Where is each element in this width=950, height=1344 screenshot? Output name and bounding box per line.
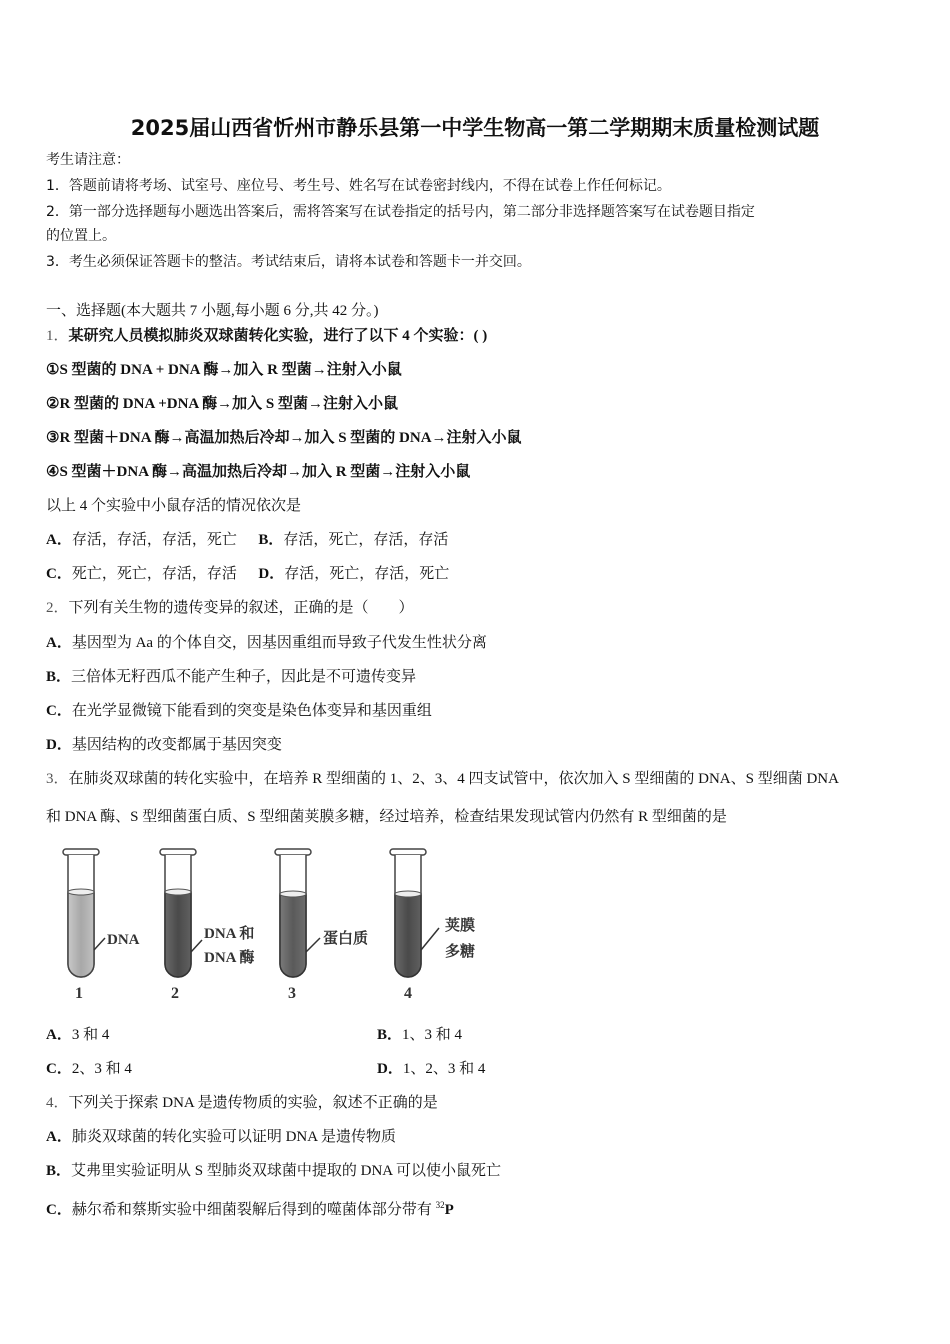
option-text: 基因结构的改变都属于基因突变: [71, 737, 282, 753]
tube-4-label-line1: 荚膜: [445, 918, 476, 934]
option-c[interactable]: [46, 1061, 132, 1077]
option-row: [46, 1025, 463, 1045]
option-label: C．: [46, 1202, 72, 1218]
option-text: 在光学显微镜下能看到的突变是染色体变异和基因重组: [71, 703, 432, 719]
option-d[interactable]: [46, 735, 282, 755]
option-text: 存活，存活，存活，死亡: [71, 532, 237, 548]
tube-1-label: DNA: [107, 932, 140, 948]
option-c[interactable]: [46, 1195, 454, 1220]
option-label: C．: [46, 1061, 72, 1077]
question-text: 某研究人员模拟肺炎双球菌转化实验，进行了以下 4 个实验：( ): [68, 328, 488, 344]
option-row: [46, 530, 448, 550]
option-label: A．: [46, 1027, 72, 1043]
notice-item-2: 2．第一部分选择题每小题选出答案后，需将答案写在试卷指定的括号内，第二部分非选择题答案写在试卷题目指定: [46, 204, 755, 220]
test-tube-1: [63, 849, 140, 1002]
option-d[interactable]: [258, 566, 449, 582]
option-text: 1、3 和 4: [402, 1027, 463, 1043]
question-number: 4．: [46, 1095, 69, 1111]
experiment-4: ④S 型菌＋DNA 酶→高温加热后冷却→加入 R 型菌→注射入小鼠: [46, 464, 471, 480]
question-2-stem: [46, 598, 414, 618]
notice-item-1: 1．答题前请将考场、试室号、座位号、考生号、姓名写在试卷密封线内，不得在试卷上作任何标记。: [46, 178, 671, 194]
option-row: [46, 564, 449, 584]
isotope-symbol: P: [444, 1202, 454, 1218]
option-c[interactable]: [46, 701, 432, 721]
option-text: 艾弗里实验证明从 S 型肺炎双球菌中提取的 DNA 可以使小鼠死亡: [71, 1163, 502, 1179]
option-a[interactable]: [46, 1027, 109, 1043]
experiment-3: ③R 型菌＋DNA 酶→高温加热后冷却→加入 S 型菌的 DNA→注射入小鼠: [46, 430, 522, 446]
experiment-2: ②R 型菌的 DNA +DNA 酶→加入 S 型菌→注射入小鼠: [46, 396, 399, 412]
question-text: 在肺炎双球菌的转化实验中，在培养 R 型细菌的 1、2、3、4 四支试管中，依次加入 S 型细菌的 DNA、S 型细菌 DNA: [68, 771, 839, 787]
option-b[interactable]: [377, 1025, 462, 1045]
option-label: D．: [258, 566, 285, 582]
tube-4-label-line2: 多糖: [445, 944, 476, 960]
notice-item-3: 3．考生必须保证答题卡的整洁。考试结束后，请将本试卷和答题卡一并交回。: [46, 254, 531, 270]
option-text: 1、2、3 和 4: [402, 1061, 486, 1077]
option-label: A．: [46, 532, 72, 548]
option-text: 3 和 4: [71, 1027, 110, 1043]
option-text: 肺炎双球菌的转化实验可以证明 DNA 是遗传物质: [71, 1129, 397, 1145]
question-1-stem: [46, 326, 487, 346]
tube-2-number: 2: [171, 985, 179, 1002]
option-text: 赫尔希和蔡斯实验中细菌裂解后得到的噬菌体部分带有: [71, 1202, 436, 1218]
option-text: 存活，死亡，存活，死亡: [284, 566, 450, 582]
section-heading: 一、选择题(本大题共 7 小题,每小题 6 分,共 42 分。): [46, 303, 379, 319]
question-1-prompt: 以上 4 个实验中小鼠存活的情况依次是: [46, 498, 302, 514]
option-b[interactable]: [258, 532, 448, 548]
question-number: 3．: [46, 771, 69, 787]
option-label: D．: [46, 737, 72, 753]
tube-2-label-line2: DNA 酶: [204, 950, 255, 966]
option-row: [46, 1059, 486, 1079]
option-text: 基因型为 Aa 的个体自交，因基因重组而导致子代发生性状分离: [71, 635, 487, 651]
notice-heading: 考生请注意：: [46, 152, 130, 168]
option-text: 死亡，死亡，存活，存活: [71, 566, 237, 582]
option-label: B．: [377, 1027, 403, 1043]
tube-2-label-line1: DNA 和: [204, 926, 255, 942]
option-a[interactable]: [46, 1127, 396, 1147]
option-b[interactable]: [46, 1161, 501, 1181]
question-4-stem: [46, 1093, 438, 1113]
option-label: B．: [46, 669, 72, 685]
test-tubes-figure: [55, 846, 505, 1006]
option-label: A．: [46, 1129, 72, 1145]
option-b[interactable]: [46, 667, 416, 687]
option-text: 2、3 和 4: [71, 1061, 132, 1077]
option-text: 存活，死亡，存活，存活: [283, 532, 449, 548]
tube-3-label: 蛋白质: [323, 931, 369, 947]
test-tube-3: [275, 849, 368, 1002]
question-3-stem-line1: [46, 769, 839, 789]
option-label: B．: [258, 532, 284, 548]
tube-3-number: 3: [288, 985, 296, 1002]
test-tube-4: [390, 849, 475, 1002]
option-label: C．: [46, 566, 72, 582]
test-tube-2: [160, 849, 254, 1002]
question-text: 下列有关生物的遗传变异的叙述，正确的是（ ）: [68, 600, 414, 616]
notice-item-2-cont: 的位置上。: [46, 228, 116, 244]
option-a[interactable]: [46, 633, 487, 653]
tube-1-number: 1: [75, 985, 83, 1002]
isotope-superscript: 32: [435, 1200, 445, 1210]
option-label: C．: [46, 703, 72, 719]
option-a[interactable]: [46, 532, 237, 548]
exam-title: 2025届山西省忻州市静乐县第一中学生物高一第二学期期末质量检测试题: [130, 116, 820, 140]
option-text: 三倍体无籽西瓜不能产生种子，因此是不可遗传变异: [71, 669, 417, 685]
option-label: B．: [46, 1163, 72, 1179]
question-number: 1．: [46, 328, 69, 344]
question-number: 2．: [46, 600, 69, 616]
question-text: 下列关于探索 DNA 是遗传物质的实验，叙述不正确的是: [68, 1095, 438, 1111]
question-3-stem-line2: 和 DNA 酶、S 型细菌蛋白质、S 型细菌荚膜多糖，经过培养，检查结果发现试管内仍然有 R 型细菌的是: [46, 809, 727, 825]
experiment-1: ①S 型菌的 DNA + DNA 酶→加入 R 型菌→注射入小鼠: [46, 362, 402, 378]
option-d[interactable]: [377, 1059, 485, 1079]
option-label: A．: [46, 635, 72, 651]
option-label: D．: [377, 1061, 403, 1077]
tube-4-number: 4: [404, 985, 412, 1002]
option-c[interactable]: [46, 566, 237, 582]
